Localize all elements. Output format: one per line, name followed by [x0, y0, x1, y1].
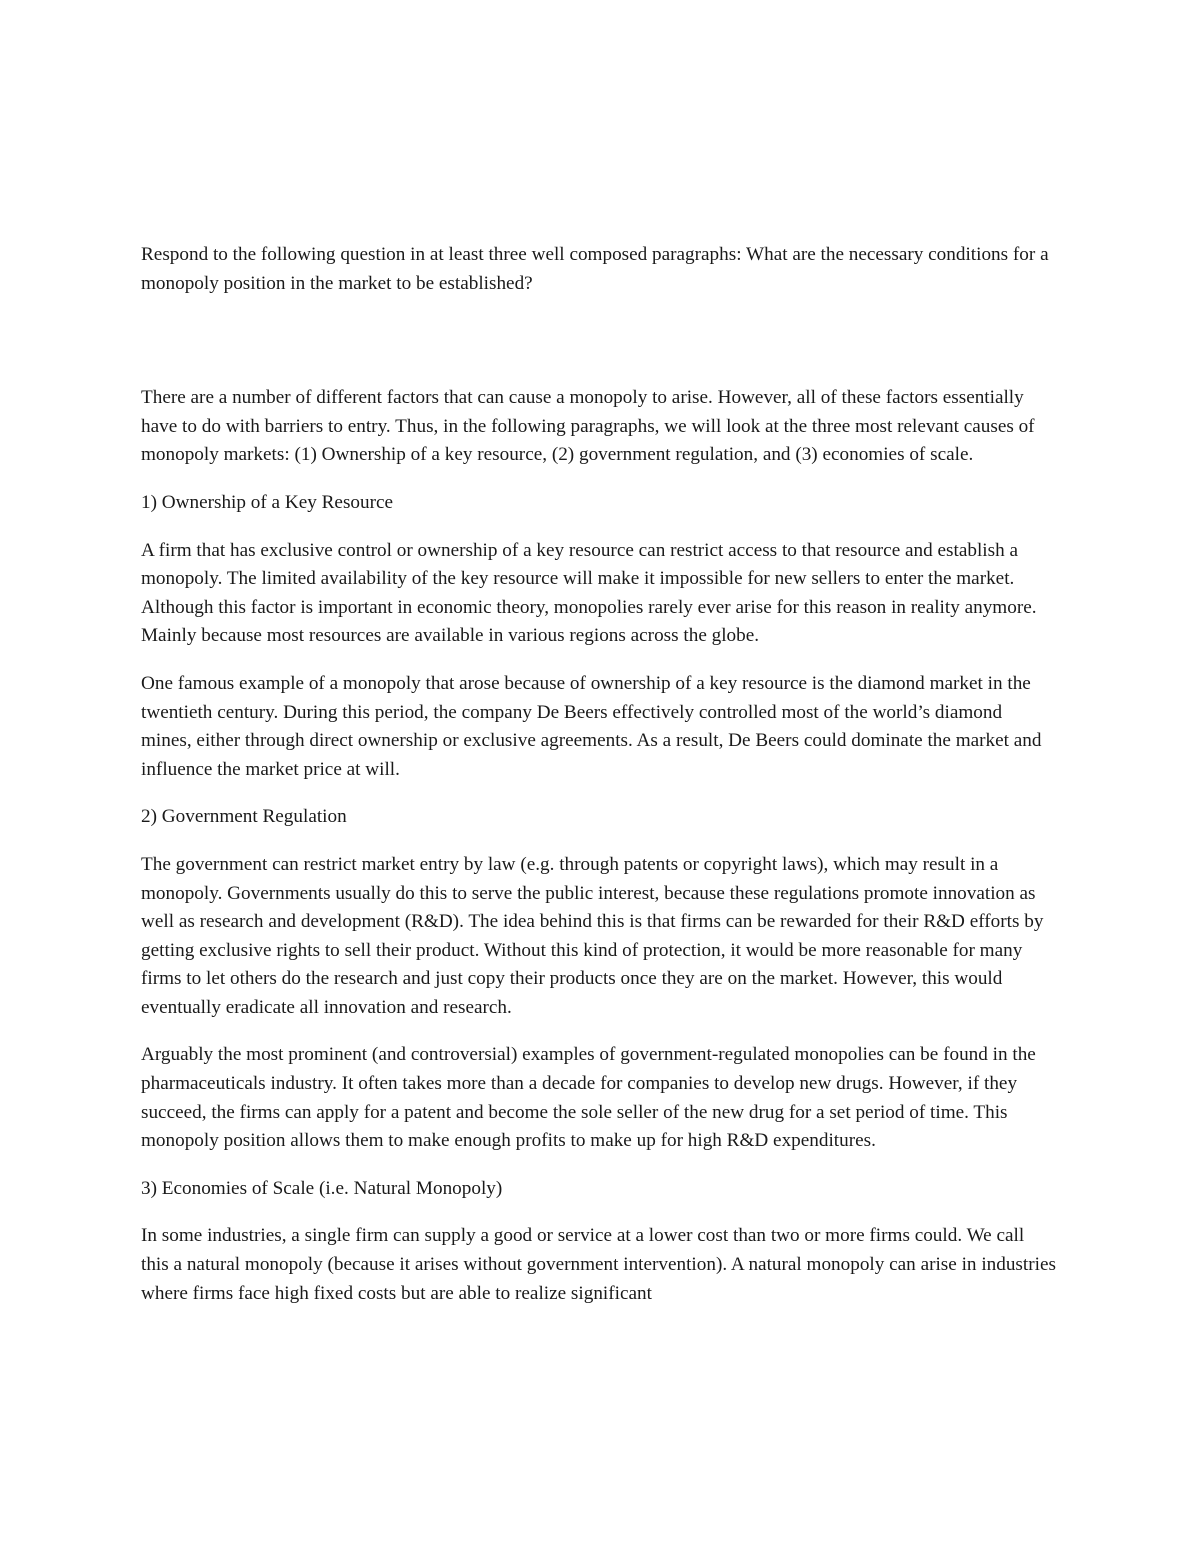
intro-paragraph: There are a number of different factors that can cause a monopoly to arise. However, all of these factors essentially have to do with barriers to entry. Thus, in the following paragraphs, we will look at the three most relevant causes of monopoly markets: (1) Ownership of a key resource, (2) government regulation, and (3) economies of scale. [141, 387, 1035, 466]
section-heading-government-regulation: 2) Government Regulation [141, 806, 347, 828]
de-beers-example-paragraph: One famous example of a monopoly that arose because of ownership of a key resource is the diamond market in the twentieth century. During this period, the company De Beers effectively controlled most of the world’s diamond mines, either through direct ownership or exclusive agreements. As a result, De Beers could dominate the market and influence the market price at will. [141, 672, 1042, 780]
government-regulation-paragraph: The government can restrict market entry by law (e.g. through patents or copyright laws), which may result in a monopoly. Governments usually do this to serve the public interest, because these regulations promote innovation as well as research and development (R&D). The idea behind this is that firms can be rewarded for their R&D efforts by getting exclusive rights to sell their product. Without this kind of protection, it would be more reasonable for many firms to let others do the research and just copy their products once they are on the market. However, this would eventually eradicate all innovation and research. [141, 853, 1044, 1018]
key-resource-paragraph: A firm that has exclusive control or ownership of a key resource can restrict access to that resource and establish a monopoly. The limited availability of the key resource will make it impossible for new sellers to enter the market. Although this factor is important in economic theory, monopolies rarely ever arise for this reason in reality anymore. Mainly because most resources are available in various regions across the globe. [141, 539, 1037, 647]
section-heading-key-resource: 1) Ownership of a Key Resource [141, 491, 394, 513]
pharmaceuticals-example-paragraph: Arguably the most prominent (and controversial) examples of government-regulated monopolies can be found in the pharmaceuticals industry. It often takes more than a decade for companies to develop new drugs. However, if they succeed, the firms can apply for a patent and become the sole seller of the new drug for a set period of time. This monopoly position allows them to make enough profits to make up for high R&D expenditures. [141, 1044, 1036, 1152]
section-heading-economies-of-scale: 3) Economies of Scale (i.e. Natural Monopoly) [141, 1177, 503, 1199]
natural-monopoly-paragraph: In some industries, a single firm can supply a good or service at a lower cost than two or more firms could. We call this a natural monopoly (because it arises without government intervention). A natural monopoly can arise in industries where firms face high fixed costs but are able to realize significant [141, 1225, 1056, 1304]
question-prompt: Respond to the following question in at least three well composed paragraphs: What are the necessary conditions for a monopoly position in the market to be established? [141, 244, 1049, 294]
document-body [141, 241, 1056, 1327]
